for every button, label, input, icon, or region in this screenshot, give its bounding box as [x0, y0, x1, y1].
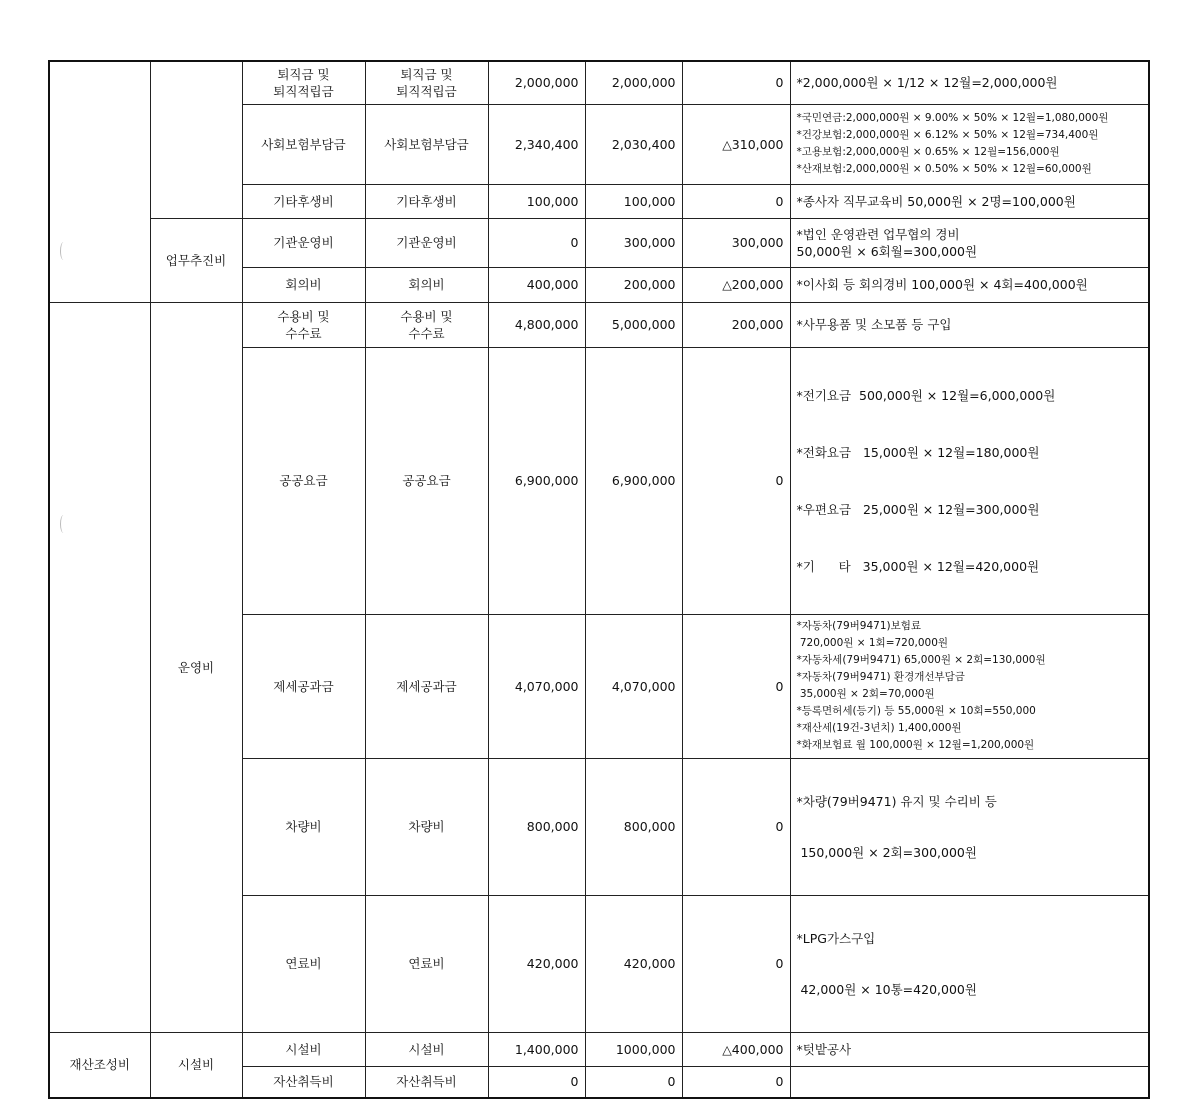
amount-a-cell: 1,400,000 [488, 1032, 585, 1066]
group-label-facility: 시설비 [150, 1032, 242, 1098]
amount-a-cell: 6,900,000 [488, 347, 585, 614]
item-cell: 제세공과금 [242, 614, 365, 758]
amount-a-cell: 400,000 [488, 267, 585, 302]
amount-a-cell: 0 [488, 218, 585, 267]
subitem-cell: 공공요금 [365, 347, 488, 614]
amount-b-cell: 2,000,000 [585, 61, 682, 104]
amount-b-cell: 300,000 [585, 218, 682, 267]
group-label-operation: 운영비 [150, 302, 242, 1032]
amount-b-cell: 4,070,000 [585, 614, 682, 758]
subitem-cell: 시설비 [365, 1032, 488, 1066]
note-line: *전기요금 500,000원 × 12월=6,000,000원 [796, 387, 1056, 403]
diff-cell: 0 [682, 1066, 790, 1098]
note-cell [790, 1066, 1149, 1098]
amount-b-cell: 5,000,000 [585, 302, 682, 347]
amount-a-cell: 100,000 [488, 184, 585, 218]
amount-b-cell: 420,000 [585, 895, 682, 1032]
item-cell: 퇴직금 및 퇴직적립금 [242, 61, 365, 104]
amount-a-cell: 2,340,400 [488, 104, 585, 184]
budget-sheet [48, 60, 1148, 1099]
note-line: *화재보험료 월 100,000원 × 12월=1,200,000원 [796, 739, 1035, 751]
table-row [49, 1032, 1149, 1066]
note-cell [790, 61, 1149, 104]
group-label-business: 업무추진비 [150, 218, 242, 302]
subcategory-cell-top [150, 61, 242, 218]
note-line: 42,000원 × 10통=420,000원 [796, 981, 977, 997]
amount-b-cell: 0 [585, 1066, 682, 1098]
amount-a-cell: 4,800,000 [488, 302, 585, 347]
note-cell [790, 184, 1149, 218]
note-line: *국민연금:2,000,000원 × 9.00% × 50% × 12월=1,080,000원 [796, 112, 1109, 124]
subitem-cell: 퇴직금 및 퇴직적립금 [365, 61, 488, 104]
note-line: *종사자 직무교육비 50,000원 × 2명=100,000원 [796, 193, 1076, 209]
diff-cell: 0 [682, 758, 790, 895]
item-cell: 공공요금 [242, 347, 365, 614]
subitem-cell: 기관운영비 [365, 218, 488, 267]
group-label-asset-class: 재산조성비 [49, 1032, 150, 1098]
note-line: *2,000,000원 × 1/12 × 12월=2,000,000원 [796, 75, 1058, 91]
note-cell [790, 347, 1149, 614]
subitem-cell: 연료비 [365, 895, 488, 1032]
note-line: *자동차(79버9471) 환경개선부담금 [796, 671, 965, 683]
item-cell: 차량비 [242, 758, 365, 895]
item-cell: 기관운영비 [242, 218, 365, 267]
scan-mark [60, 242, 67, 260]
subitem-cell: 차량비 [365, 758, 488, 895]
diff-cell: △310,000 [682, 104, 790, 184]
table-row [49, 302, 1149, 347]
note-line: *전화요금 15,000원 × 12월=180,000원 [796, 444, 1040, 460]
item-cell: 기타후생비 [242, 184, 365, 218]
subitem-cell: 자산취득비 [365, 1066, 488, 1098]
subitem-cell: 수용비 및 수수료 [365, 302, 488, 347]
note-line: *법인 운영관련 업무협의 경비 [796, 226, 960, 242]
amount-a-cell: 0 [488, 1066, 585, 1098]
diff-cell: △400,000 [682, 1032, 790, 1066]
diff-cell: 0 [682, 184, 790, 218]
amount-b-cell: 1000,000 [585, 1032, 682, 1066]
item-cell: 수용비 및 수수료 [242, 302, 365, 347]
item-cell: 회의비 [242, 267, 365, 302]
diff-cell: 300,000 [682, 218, 790, 267]
amount-a-cell: 2,000,000 [488, 61, 585, 104]
category-cell-middle [49, 302, 150, 1032]
item-cell: 자산취득비 [242, 1066, 365, 1098]
note-line: *차량(79버9471) 유지 및 수리비 등 [796, 793, 997, 809]
note-line: *재산세(19건-3년치) 1,400,000원 [796, 722, 962, 734]
diff-cell: △200,000 [682, 267, 790, 302]
item-cell: 시설비 [242, 1032, 365, 1066]
category-cell-top [49, 61, 150, 302]
note-line: *고용보험:2,000,000원 × 0.65% × 12월=156,000원 [796, 146, 1060, 158]
note-line: *기 타 35,000원 × 12월=420,000원 [796, 558, 1040, 574]
diff-cell: 0 [682, 61, 790, 104]
subitem-cell: 제세공과금 [365, 614, 488, 758]
note-line: *사무용품 및 소모품 등 구입 [796, 317, 952, 332]
amount-a-cell: 420,000 [488, 895, 585, 1032]
note-cell [790, 267, 1149, 302]
amount-b-cell: 200,000 [585, 267, 682, 302]
note-line: *자동차세(79버9471) 65,000원 × 2회=130,000원 [796, 654, 1046, 666]
note-cell [790, 1032, 1149, 1066]
note-line: 50,000원 × 6회월=300,000원 [796, 243, 978, 259]
note-line: 150,000원 × 2회=300,000원 [796, 844, 977, 860]
note-line: *LPG가스구입 [796, 930, 876, 946]
item-cell: 연료비 [242, 895, 365, 1032]
table-row [49, 218, 1149, 267]
note-cell [790, 104, 1149, 184]
note-line: *건강보험:2,000,000원 × 6.12% × 50% × 12월=734,400원 [796, 129, 1099, 141]
note-line: *텃밭공사 [796, 1041, 852, 1057]
note-cell [790, 302, 1149, 347]
scan-mark [60, 515, 67, 533]
diff-cell: 0 [682, 614, 790, 758]
note-line: *이사회 등 회의경비 100,000원 × 4회=400,000원 [796, 277, 1088, 292]
subitem-cell: 기타후생비 [365, 184, 488, 218]
amount-a-cell: 800,000 [488, 758, 585, 895]
diff-cell: 200,000 [682, 302, 790, 347]
note-line: *산재보험:2,000,000원 × 0.50% × 50% × 12월=60,000원 [796, 163, 1092, 175]
table-row [49, 61, 1149, 104]
note-cell [790, 895, 1149, 1032]
note-line: 720,000원 × 1회=720,000원 [796, 637, 949, 649]
amount-b-cell: 2,030,400 [585, 104, 682, 184]
budget-table [48, 60, 1150, 1099]
subitem-cell: 사회보험부담금 [365, 104, 488, 184]
note-cell [790, 758, 1149, 895]
amount-b-cell: 800,000 [585, 758, 682, 895]
amount-b-cell: 6,900,000 [585, 347, 682, 614]
note-line: *자동차(79버9471)보험료 [796, 620, 922, 632]
amount-a-cell: 4,070,000 [488, 614, 585, 758]
diff-cell: 0 [682, 347, 790, 614]
note-line: *등록면허세(등기) 등 55,000원 × 10회=550,000 [796, 705, 1036, 717]
subitem-cell: 회의비 [365, 267, 488, 302]
diff-cell: 0 [682, 895, 790, 1032]
note-line: *우편요금 25,000원 × 12월=300,000원 [796, 501, 1040, 517]
note-cell [790, 218, 1149, 267]
amount-b-cell: 100,000 [585, 184, 682, 218]
note-cell [790, 614, 1149, 758]
item-cell: 사회보험부담금 [242, 104, 365, 184]
note-line: 35,000원 × 2회=70,000원 [796, 688, 935, 700]
